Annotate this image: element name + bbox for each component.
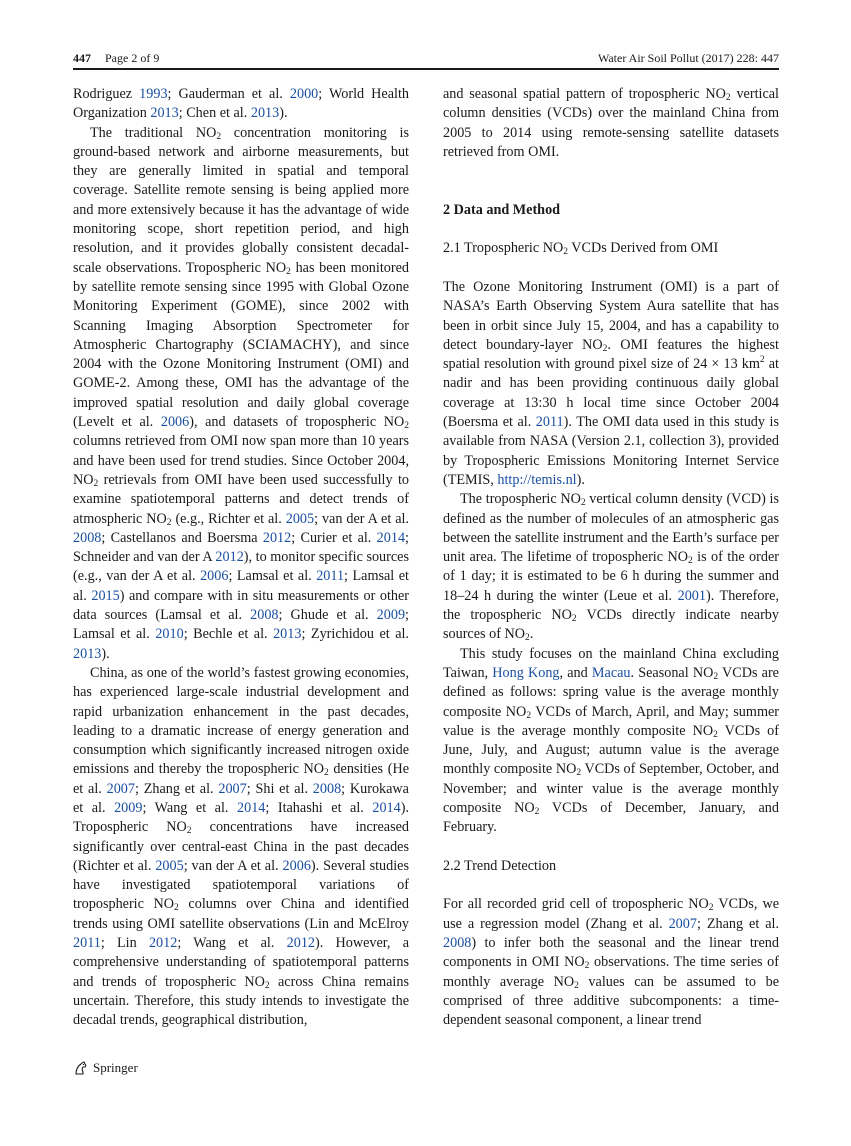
paragraph: China, as one of the world’s fastest growing economies, has experienced large-scale industrial development and rapid urbanization enhancement in the past decades, leading to a dramatic increase of energy generation and consumption which significantly increased nitrogen oxide emissions and thereby the tropospheric $NO_2$ densities (He et al. 2007; Zhang et al. 2007; Shi et al. 2008; Kurokawa et al. 2009; Wang et al. 2014; Itahashi et al. 2014). Tropospheric $NO_2$ concentrations have increased significantly over central-east China in the past decades (Richter et al. 2005; van der A et al. 2006). Several studies have investigated spatiotemporal variations of tropospheric $NO_2$ columns over China and identified trends using OMI satellite observations (Lin and McElroy 2011; Lin 2012; Wang et al. 2012). However, a comprehensive understanding of spatiotemporal patterns and trends of tropospheric $NO_2$ across China remains uncertain. Therefore, this study intends to investigate the decadal trends, geographical distribution, (73, 664, 410, 1029)
citation-link[interactable]: 2008 (443, 935, 472, 952)
citation-link[interactable]: 2006 (282, 857, 311, 874)
citation-link[interactable]: 2007 (668, 915, 697, 932)
paragraph: The traditional $NO_2$ concentration monitoring is ground-based network and airborne measurements, but they are generally limited in spatial and temporal coverage. Satellite remote sensing is being applied more and more extensively because it has the advantage of wide monitoring scope, short repetition period, and high resolution, and it provides globally consistent decadal-scale observations. Tropospheric $NO_2$ has been monitored by satellite remote sensing since 1995 with Global Ozone Monitoring Experiment (GOME), since 2002 with Scanning Imaging Absorption Spectrometer for Atmospheric Chartography (SCIAMACHY), and since 2004 with the Ozone Monitoring Instrument (OMI) and GOME-2. Among these, OMI has the advantage of the improved spatial resolution and daily global coverage (Levelt et al. 2006), and datasets of tropospheric $NO_2$ columns retrieved from OMI now span more than 10 years and have been used for trend studies. Since October 2004, $NO_2$ retrievals from OMI have been used successfully to examine spatiotemporal patterns and detect trends of atmospheric $NO_2$ (e.g., Richter et al. 2005; van der A et al. 2008; Castellanos and Boersma 2012; Curier et al. 2014; Schneider and van der A 2012), to monitor specific sources (e.g., van der A et al. 2006; Lamsal et al. 2011; Lamsal et al. 2015) and compare with in situ measurements or other data sources (Lamsal et al. 2008; Ghude et al. 2009; Lamsal et al. 2010; Bechle et al. 2013; Zyrichidou et al. 2013). (73, 124, 409, 662)
citation-link[interactable]: 2012 (262, 529, 292, 546)
citation-link[interactable]: 2006 (160, 414, 190, 431)
paragraph: and seasonal spatial pattern of tropospheric $NO_2$ vertical column densities (VCDs) over the mainland China from 2005 to 2014 using remote-sensing satellite datasets retrieved from OMI. (443, 86, 779, 160)
citation-link[interactable]: 2011 (316, 568, 345, 585)
left-column (73, 85, 409, 1031)
citation-link[interactable]: 2007 (106, 780, 135, 797)
paragraph: The tropospheric $NO_2$ vertical column density (VCD) is defined as the number of molecules of an atmospheric gas between the satellite instrument and the Earth’s surface per unit area. The lifetime of tropospheric $NO_2$ is of the order of 1 day; it is estimated to be 6 h during the summer and 18–24 h during the winter (Leue et al. 2001). Therefore, the tropospheric $NO_2$ VCDs directly indicate nearby sources of $NO_2$. (443, 491, 779, 644)
citation-link[interactable]: 2012 (215, 549, 244, 566)
citation-link[interactable]: 2001 (677, 587, 706, 604)
subsection-heading: 2.1 Tropospheric $NO_2$ VCDs Derived from OMI (443, 240, 719, 258)
citation-link[interactable]: 2008 (250, 607, 279, 624)
publisher-name: Springer (93, 1060, 138, 1075)
citation-link[interactable]: 2014 (237, 799, 266, 816)
citation-link[interactable]: 2008 (73, 529, 102, 546)
paragraph: For all recorded grid cell of tropospheric $NO_2$ VCDs, we use a regression model (Zhang et al. 2007; Zhang et al. 2008) to infer both the seasonal and the linear trend components in OMI $NO_2$ observations. The time series of monthly average $NO_2$ values can be assumed to be comprised of three additive subcomponents: a time-dependent seasonal component, a linear trend (443, 896, 779, 1029)
citation-link[interactable]: 2009 (376, 607, 406, 624)
page-label: Page 2 of 9 (105, 51, 160, 65)
citation-link[interactable]: 2011 (73, 935, 101, 952)
header-rule (73, 68, 779, 70)
macau-link[interactable]: Macau (591, 664, 631, 681)
citation-link[interactable]: 2014 (372, 799, 401, 816)
citation-link[interactable]: 2013 (150, 105, 179, 122)
citation-link[interactable]: 2013 (73, 645, 102, 662)
citation-link[interactable]: 2005 (285, 510, 315, 527)
citation-link[interactable]: 2013 (273, 626, 302, 643)
paragraph: Rodriguez 1993; Gauderman et al. 2000; World Health Organization 2013; Chen et al. 2013). (73, 86, 409, 122)
page-footer (73, 1058, 138, 1078)
journal-citation: Water Air Soil Pollut (2017) 228: 447 (597, 51, 779, 65)
temis-url-link[interactable]: http://temis.nl (497, 471, 577, 488)
right-column (443, 85, 779, 1031)
citation-link[interactable]: 2008 (312, 780, 342, 797)
citation-link[interactable]: 1993 (139, 86, 168, 102)
section-heading: 2 Data and Method (443, 201, 561, 218)
paragraph: This study focuses on the mainland China excluding Taiwan, Hong Kong, and Macau. Seasonal $NO_2$ VCDs are defined as follows: spring value is the average monthly composite $NO_2$ VCDs of March, April, and May; summer value is the average monthly composite $NO_2$ VCDs of June, July, and August; autumn value is the average monthly composite $NO_2$ VCDs of September, October, and November; and winter value is the average monthly composite $NO_2$ VCDs of December, January, and February. (443, 645, 780, 836)
running-header (73, 51, 779, 69)
citation-link[interactable]: 2014 (376, 529, 406, 546)
citation-link[interactable]: 2011 (535, 414, 564, 431)
citation-link[interactable]: 2015 (91, 587, 120, 604)
hong-kong-link[interactable]: Hong Kong (492, 664, 560, 681)
citation-link[interactable]: 2013 (250, 105, 280, 122)
page-number: 447 (73, 51, 91, 65)
subsection-heading: 2.2 Trend Detection (443, 857, 557, 874)
citation-link[interactable]: 2012 (148, 935, 178, 952)
paragraph: The Ozone Monitoring Instrument (OMI) is a part of NASA’s Earth Observing System Aura satellite that has been in orbit since July 15, 2004, and has a capability to detect boundary-layer $NO_2$. OMI features the highest spatial resolution with ground pixel size of 24 × 13 $km^2$ at nadir and has been providing continuous daily global coverage at 13:30 h local time since October 2004 (Boersma et al. 2011). The OMI data used in this study is available from NASA (Version 2.1, collection 3), provided by Tropospheric Emissions Monitoring Internet Service (TEMIS, http://temis.nl). (443, 278, 779, 488)
citation-link[interactable]: 2006 (200, 568, 229, 585)
citation-link[interactable]: 2010 (155, 626, 184, 643)
citation-link[interactable]: 2009 (114, 799, 143, 816)
citation-link[interactable]: 2005 (155, 857, 184, 874)
citation-link[interactable]: 2000 (289, 86, 319, 102)
citation-link[interactable]: 2007 (218, 780, 247, 797)
citation-link[interactable]: 2012 (286, 935, 316, 952)
springer-horse-icon (73, 1060, 89, 1076)
